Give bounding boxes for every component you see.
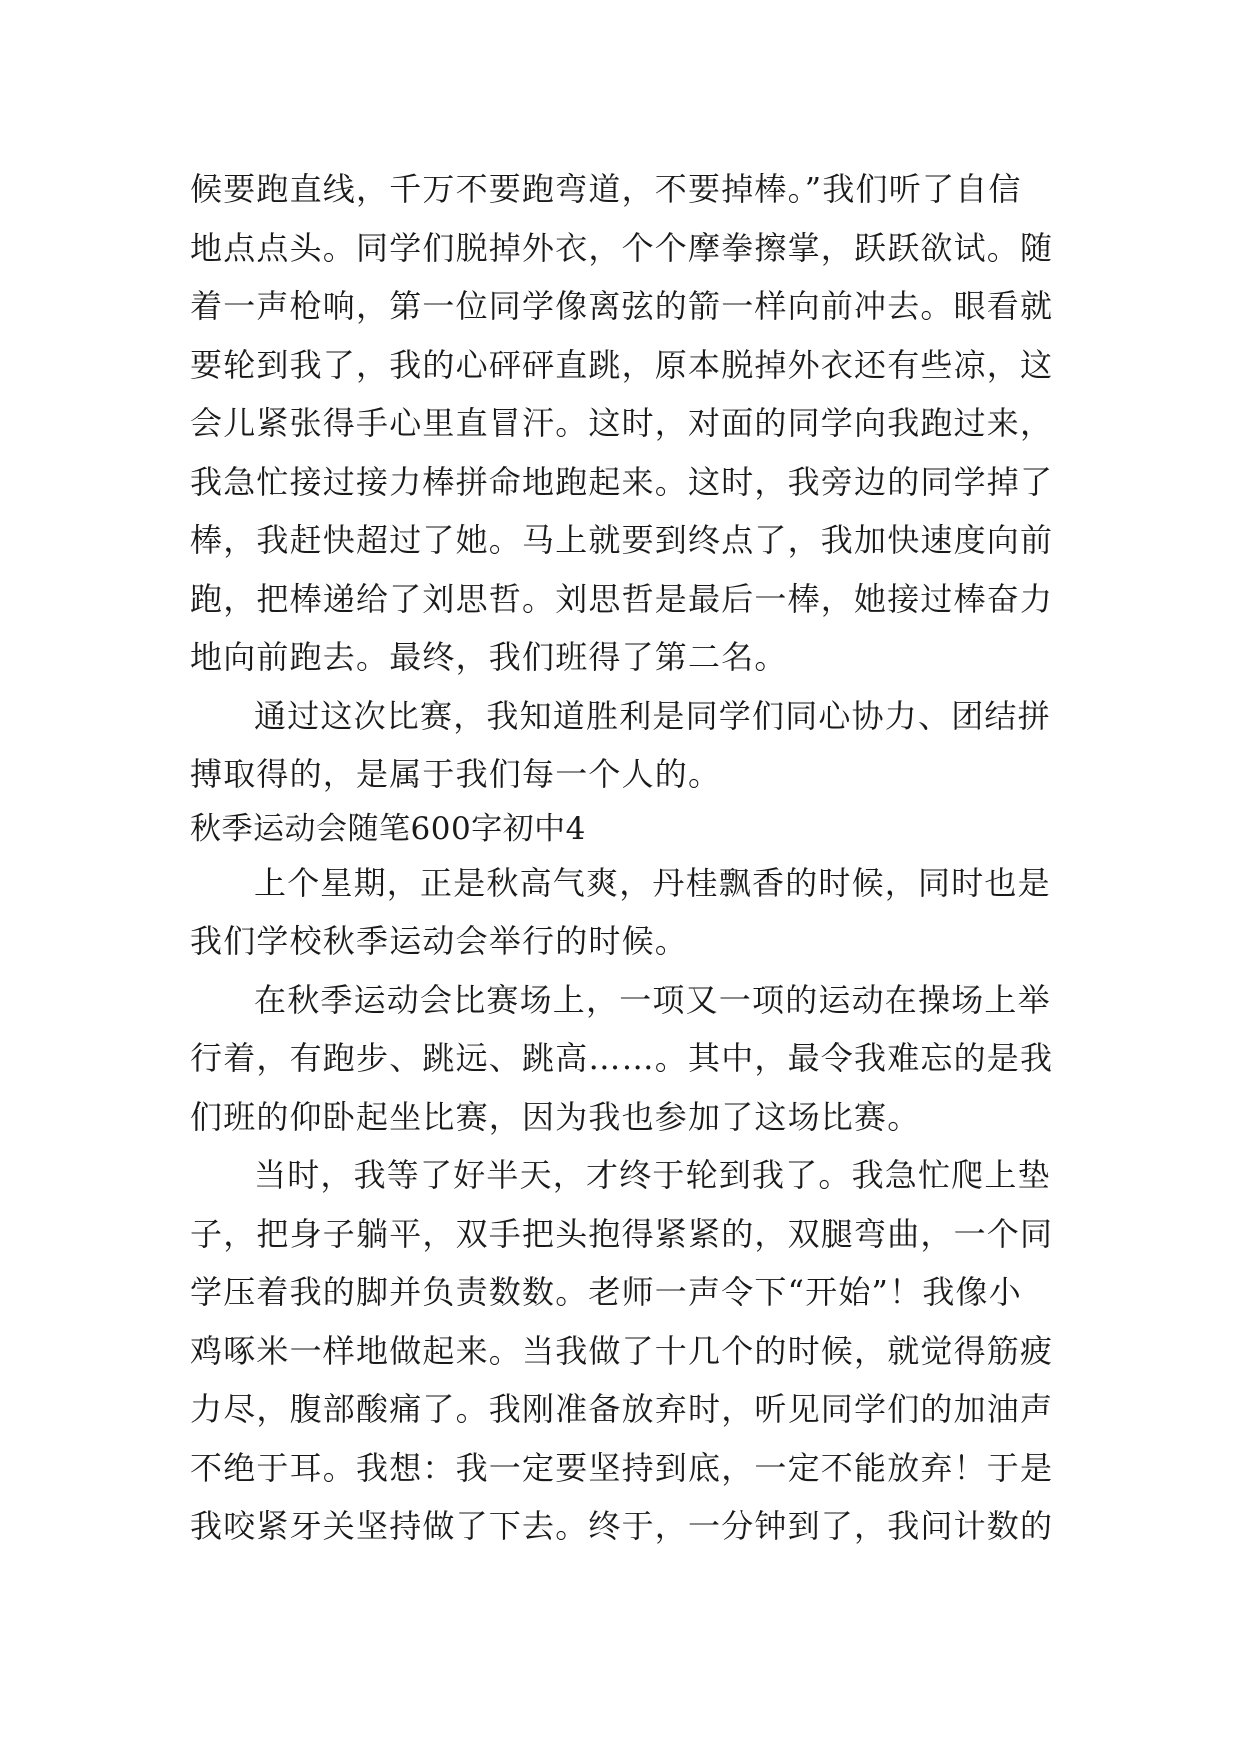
text-line: 子，把身子躺平，双手把头抱得紧紧的，双腿弯曲，一个同 [190, 1214, 1054, 1253]
text-line: 行着，有跑步、跳远、跳高……。其中，最令我难忘的是我 [190, 1039, 1054, 1077]
text-line: 跑，把棒递给了刘思哲。刘思哲是最后一棒，她接过棒奋力 [190, 579, 1054, 618]
text-line: 在秋季运动会比赛场上，一项又一项的运动在操场上举 [254, 980, 1051, 1019]
text-line: 我们学校秋季运动会举行的时候。 [190, 922, 689, 960]
text-line: 不绝于耳。我想：我一定要坚持到底，一定不能放弃！于是 [190, 1448, 1054, 1487]
text-line: 地向前跑去。最终，我们班得了第二名。 [190, 638, 788, 676]
text-line: 搏取得的，是属于我们每一个人的。 [190, 755, 722, 793]
text-line: 我咬紧牙关坚持做了下去。终于，一分钟到了，我问计数的 [190, 1507, 1054, 1545]
text-line: 要轮到我了，我的心砰砰直跳，原本脱掉外衣还有些凉，这 [190, 345, 1054, 384]
text-line: 学压着我的脚并负责数数。老师一声令下“开始”！我像小 [190, 1273, 1022, 1311]
paragraph-relay-race [190, 160, 1070, 687]
text-line: 鸡啄米一样地做起来。当我做了十几个的时候，就觉得筋疲 [190, 1331, 1054, 1370]
paragraph-events [190, 971, 1070, 1147]
text-line: 我急忙接过接力棒拼命地跑起来。这时，我旁边的同学掉了 [190, 462, 1054, 501]
text-line: 通过这次比赛，我知道胜利是同学们同心协力、团结拼 [254, 696, 1051, 735]
text-line: 当时，我等了好半天，才终于轮到我了。我急忙爬上垫 [254, 1156, 1051, 1194]
text-line: 们班的仰卧起坐比赛，因为我也参加了这场比赛。 [190, 1097, 921, 1136]
text-line: 着一声枪响，第一位同学像离弦的箭一样向前冲去。眼看就 [190, 287, 1054, 325]
text-line: 候要跑直线，千万不要跑弯道，不要掉棒。”我们听了自信 [190, 170, 1022, 208]
essay-heading: 秋季运动会随笔600字初中4 [190, 810, 586, 847]
paragraph-situps [190, 1146, 1070, 1556]
paragraph-conclusion [190, 687, 1070, 804]
text-line: 上个星期，正是秋高气爽，丹桂飘香的时候，同时也是 [254, 863, 1051, 902]
text-line: 棒，我赶快超过了她。马上就要到终点了，我加快速度向前 [190, 521, 1054, 559]
paragraph-intro [190, 854, 1070, 971]
document-body [190, 160, 1070, 1556]
text-line: 地点点头。同学们脱掉外衣，个个摩拳擦掌，跃跃欲试。随 [190, 228, 1054, 267]
text-line: 力尽，腹部酸痛了。我刚准备放弃时，听见同学们的加油声 [190, 1390, 1054, 1428]
text-line: 会儿紧张得手心里直冒汗。这时，对面的同学向我跑过来， [190, 404, 1054, 442]
